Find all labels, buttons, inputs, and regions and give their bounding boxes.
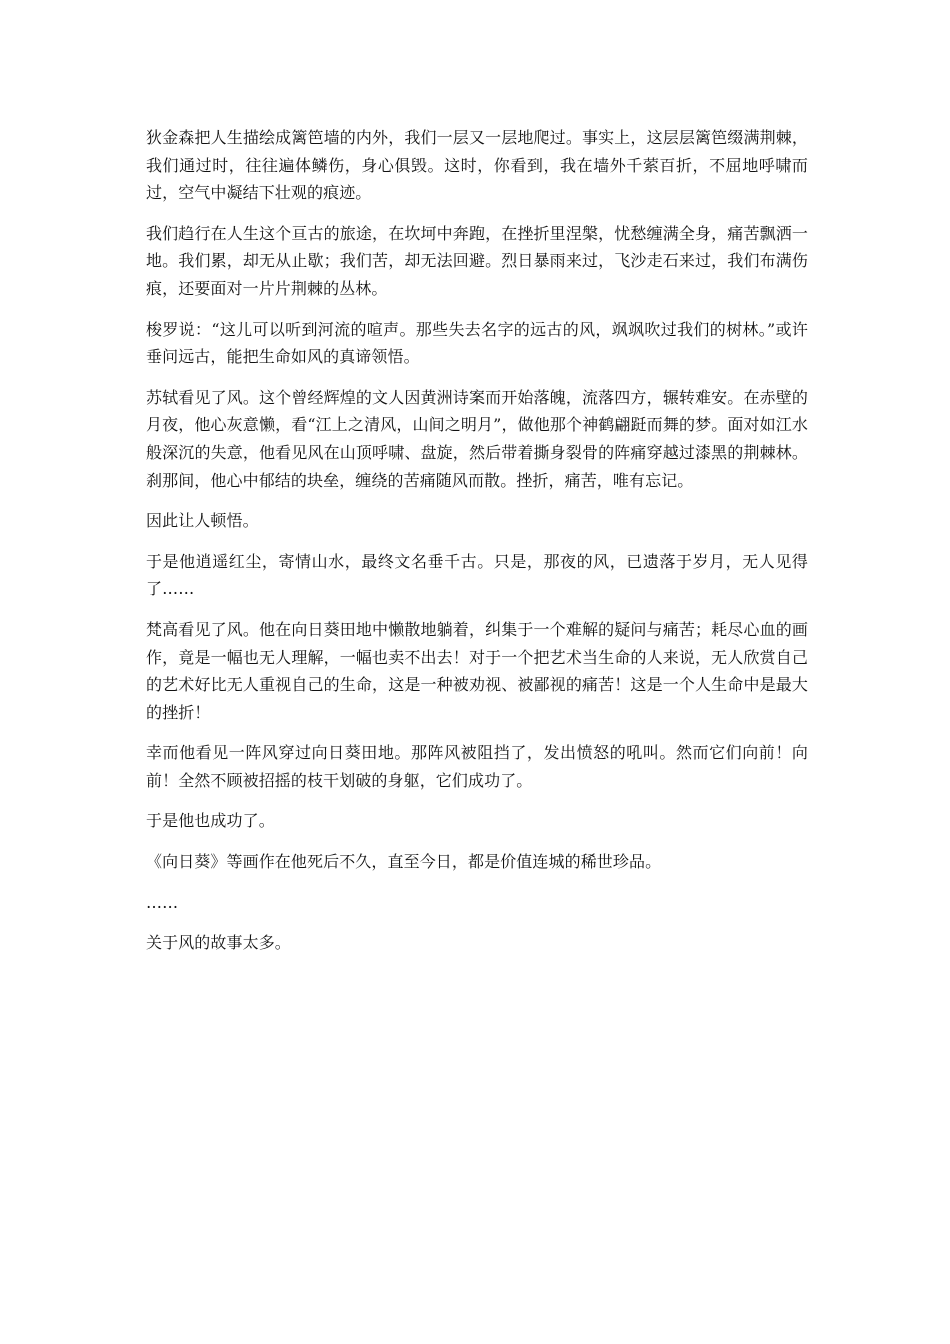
paragraph-van-gogh-success: 于是他也成功了。 [146, 811, 275, 831]
paragraph-dickinson: 狄金森把人生描绘成篱笆墙的内外，我们一层又一层地爬过。事实上，这层层篱笆缀满荆棘，我们通过时，往往遍体鳞伤，身心俱毁。这时，你看到，我在墙外千萦百折，不屈地呼啸而过，空气中凝结下壮观的痕迹。 [146, 128, 808, 203]
paragraph-life-journey: 我们趋行在人生这个亘古的旅途，在坎坷中奔跑，在挫折里涅槃，忧愁缠满全身，痛苦飘洒一地。我们累，却无从止歇；我们苦，却无法回避。烈日暴雨来过，飞沙走石来过，我们布满伤痕，还要面对一片片荆棘的丛林。 [146, 223, 808, 298]
paragraph-thoreau: 梭罗说：“这儿可以听到河流的喧声。那些失去名字的远古的风，飒飒吹过我们的树林。”或许垂问远古，能把生命如风的真谛领悟。 [146, 319, 808, 367]
essay-body [146, 124, 808, 970]
paragraph-sushi-legacy: 于是他逍遥红尘，寄情山水，最终文名垂千古。只是，那夜的风，已遗落于岁月，无人见得了…… [146, 551, 808, 599]
paragraph-ellipsis: …… [146, 892, 179, 912]
paragraph-enlightenment: 因此让人顿悟。 [146, 511, 259, 531]
paragraph-sunflower-wind: 幸而他看见一阵风穿过向日葵田地。那阵风被阻挡了，发出愤怒的吼叫。然而它们向前！向前！全然不顾被招摇的枝干划破的身躯，它们成功了。 [146, 743, 808, 790]
paragraph-van-gogh: 梵高看见了风。他在向日葵田地中懒散地躺着，纠集于一个难解的疑问与痛苦；耗尽心血的画作，竟是一幅也无人理解，一幅也卖不出去！对于一个把艺术当生命的人来说，无人欣赏自己的艺术好比无人重视自己的生命，这是一种被劝视、被鄙视的痛苦！这是一个人生命中是最大的挫折！ [146, 619, 808, 722]
paragraph-sunflowers-painting: 《向日葵》等画作在他死后不久，直至今日，都是价值连城的稀世珍品。 [146, 852, 662, 872]
paragraph-sushi: 苏轼看见了风。这个曾经辉煌的文人因黄洲诗案而开始落魄，流落四方，辗转难安。在赤壁的月夜，他心灰意懒，看“江上之清风，山间之明月”，做他那个神鹤翩跹而舞的梦。面对如江水般深沉的失意，他看见风在山顶呼啸、盘旋，然后带着撕身裂骨的阵痛穿越过漆黑的荆棘林。刹那间，他心中郁结的块垒，缠绕的苦痛随风而散。挫折，痛苦，唯有忘记。 [146, 387, 808, 490]
paragraph-closing: 关于风的故事太多。 [146, 933, 291, 953]
